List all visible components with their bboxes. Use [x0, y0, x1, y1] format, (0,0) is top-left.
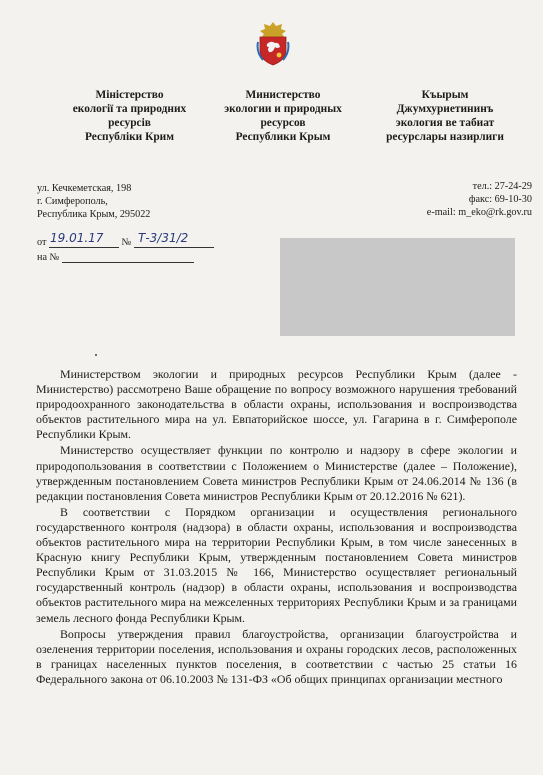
body-paragraph: Министерством экологии и природных ресурсов Республики Крым (далее - Министерство) рассмотрено Ваше обращение по вопросу возможного нарушения требований природоохранного законодательства в области охраны, использования и воспроизводства объектов растительного мира на ул. Евпаторийское шоссе, ул. Гагарина в г. Симферополе Республики Крым.	[36, 367, 517, 442]
ministry-name-ru-line: Министерство	[245, 89, 321, 101]
ministry-name-ru-line: ресурсов	[260, 117, 306, 129]
postal-address	[37, 182, 150, 221]
incoming-reference	[37, 252, 194, 263]
ministry-name-ukrainian	[62, 88, 197, 144]
ink-speck	[95, 354, 97, 356]
crimea-coat-of-arms-icon	[255, 20, 291, 66]
phone-line: тел.: 27-24-29	[472, 181, 532, 192]
number-label: №	[121, 237, 132, 248]
email-line: e-mail: m_eko@rk.gov.ru	[426, 207, 532, 218]
redacted-addressee	[280, 238, 515, 336]
body-paragraph: Вопросы утверждения правил благоустройства, организации благоустройства и озеленения территории поселения, использования и охраны городских лесов, расположенных в границах населенных пунктов поселения, в соответствии с частью 25 статьи 16 Федерального закона от 06.10.2003 № 131-ФЗ «Об общих принципах организации местного	[36, 626, 517, 686]
handwritten-date: 19.01.17	[50, 231, 104, 245]
ministry-name-ct-line: экология ве табиат	[395, 117, 495, 129]
body-paragraph: В соответствии с Порядком организации и осуществления регионального государственного контроля (надзора) в области охраны, использования и воспроизводства объектов растительного мира на территории Республики Крым, в том числе занесенных в Красную книгу Республики Крым, утвержденным постановлением Совета министров Республики Крым от 31.03.2015 № 166, Министерство осуществляет региональный государственный контроль (надзор) в области охраны, использования и воспроизводства объектов растительного мира на межселенных территориях Республики Крым и за границами земель лесного фонда Республики Крым.	[36, 504, 517, 625]
body-paragraph: Министерство осуществляет функции по контролю и надзору в сфере экологии и природопользования в соответствии с Положением о Министерстве (далее – Положение), утвержденным постановлением Совета министров Республики Крым от 24.06.2014 № 136 (в редакции постановления Совета министров Республики Крым от 20.12.2016 № 621).	[36, 443, 517, 503]
ministry-name-ru-line: Республики Крым	[235, 131, 331, 143]
ministry-name-uk-line: ресурсів	[108, 117, 151, 129]
ministry-name-uk-line: Республіки Крим	[84, 131, 175, 143]
ministry-name-ct-line: Къырым	[421, 89, 469, 101]
ministry-name-crimean-tatar	[370, 88, 520, 144]
contact-details	[427, 180, 532, 219]
fax-line: факс: 69-10-30	[468, 194, 532, 205]
ministry-name-ct-line: ресурслары назирлиги	[386, 131, 504, 143]
handwritten-number: Т-3/31/2	[138, 231, 189, 245]
address-line: г. Симферополь,	[37, 196, 108, 207]
address-line: ул. Кечкеметская, 198	[37, 183, 132, 194]
number-underline	[134, 247, 214, 248]
incoming-label: на №	[37, 252, 60, 263]
letter-body	[36, 367, 517, 687]
from-label: от	[37, 237, 47, 248]
ministry-name-russian	[208, 88, 358, 144]
ministry-name-ct-line: Джумхуриетининъ	[396, 103, 494, 115]
incoming-underline	[62, 262, 194, 263]
ministry-name-ru-line: экологии и природных	[224, 103, 342, 115]
ministry-name-uk-line: екології та природних	[72, 103, 187, 115]
date-underline	[49, 247, 119, 248]
ministry-name-uk-line: Міністерство	[95, 89, 164, 101]
address-line: Республика Крым, 295022	[37, 209, 151, 220]
